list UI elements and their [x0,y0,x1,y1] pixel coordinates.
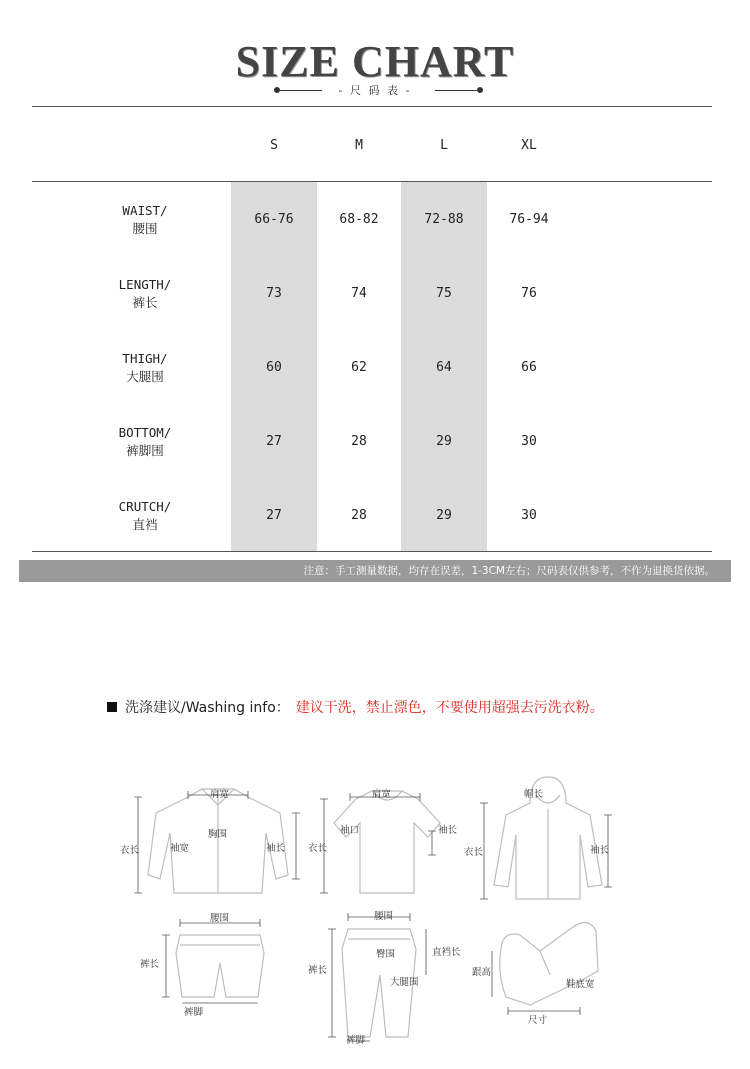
table-cell: 73 [266,286,282,301]
row-label-length [100,276,190,312]
label-hoodie-sleeve: 袖长 [590,845,610,856]
row-label-en: BOTTOM/ [118,425,172,440]
rule-top [32,106,712,107]
table-cell: 64 [436,360,452,375]
label-tshirt-shoulder: 肩宽 [372,789,392,800]
washing-info [107,697,604,717]
rule-table-bottom [32,551,712,552]
size-header-xl: XL [521,138,537,153]
label-pants-hip: 臀围 [376,949,396,960]
label-shorts-length: 裤长 [140,959,160,970]
hoodie-illustration [494,777,602,899]
table-cell: 66-76 [254,212,294,227]
label-pants-thigh: 大腿围 [390,977,419,988]
table-cell: 76-94 [509,212,549,227]
table-cell: 62 [351,360,367,375]
label-shoe-size: 尺寸 [528,1015,548,1026]
table-cell: 66 [521,360,537,375]
label-shirt-sleeve: 袖长 [266,843,286,854]
label-shirt-chest: 胸围 [208,829,228,840]
label-shirt-length: 衣长 [120,845,140,856]
subtitle-line-right [435,90,477,91]
label-shirt-sleeve-width: 袖宽 [170,843,190,854]
row-label-waist [100,202,190,238]
row-label-cn: 腰围 [132,221,158,236]
label-pants-rise: 直裆长 [432,947,461,958]
row-label-en: THIGH/ [122,351,168,366]
table-cell: 74 [351,286,367,301]
row-label-cn: 大腿围 [126,369,164,384]
table-cell: 60 [266,360,282,375]
washing-label: 洗涤建议/Washing info： [125,700,290,716]
label-hoodie-length: 衣长 [464,847,484,858]
note-bar: 注意：手工测量数据，均存在误差，1-3CM左右；尺码表仅供参考，不作为退换货依据。 [19,560,731,582]
subtitle-dot-right [477,87,483,93]
label-shirt-shoulder: 肩宽 [210,789,230,800]
table-cell: 30 [521,508,537,523]
table-cell: 27 [266,508,282,523]
washing-text: 建议干洗，禁止漂色，不要使用超强去污洗衣粉。 [295,700,604,716]
page-subtitle: - 尺 码 表 - [338,84,412,97]
shoe-illustration [500,922,598,1005]
label-pants-hem: 裤脚 [346,1035,366,1046]
table-cell: 75 [436,286,452,301]
shirt-illustration [148,789,288,893]
table-cell: 68-82 [339,212,379,227]
label-tshirt-sleeve: 袖长 [438,825,458,836]
row-label-crutch [100,498,190,534]
page-title: SIZE CHART [235,37,515,86]
label-shoe-width: 鞋底宽 [566,979,595,990]
bullet-square-icon [107,702,117,712]
row-label-cn: 裤脚围 [126,443,164,458]
label-shorts-hem: 裤脚 [184,1007,204,1018]
size-header-l: L [440,138,448,153]
label-pants-length: 裤长 [308,965,328,976]
row-label-cn: 裤长 [132,295,158,310]
shorts-illustration [176,935,264,997]
label-pants-waist: 腰围 [374,911,394,922]
row-label-cn: 直裆 [132,517,158,532]
label-hoodie-hood: 帽长 [524,789,544,800]
table-cell: 76 [521,286,537,301]
tshirt-illustration [334,791,440,893]
row-label-en: WAIST/ [122,203,168,218]
label-tshirt-length: 衣长 [308,843,328,854]
row-label-bottom [100,424,190,460]
size-header-m: M [355,138,363,153]
size-header-s: S [270,138,278,153]
row-label-thigh [100,350,190,386]
label-tshirt-cuff: 袖口 [340,825,360,836]
table-cell: 27 [266,434,282,449]
table-cell: 28 [351,434,367,449]
table-cell: 72-88 [424,212,464,227]
table-cell: 28 [351,508,367,523]
label-shoe-heel: 跟高 [472,967,492,978]
rule-header-bottom [32,181,712,182]
table-cell: 29 [436,508,452,523]
label-shorts-waist: 腰围 [210,913,230,924]
measurement-diagram [110,775,620,1050]
row-label-en: CRUTCH/ [118,499,172,514]
row-label-en: LENGTH/ [118,277,172,292]
table-cell: 30 [521,434,537,449]
table-cell: 29 [436,434,452,449]
